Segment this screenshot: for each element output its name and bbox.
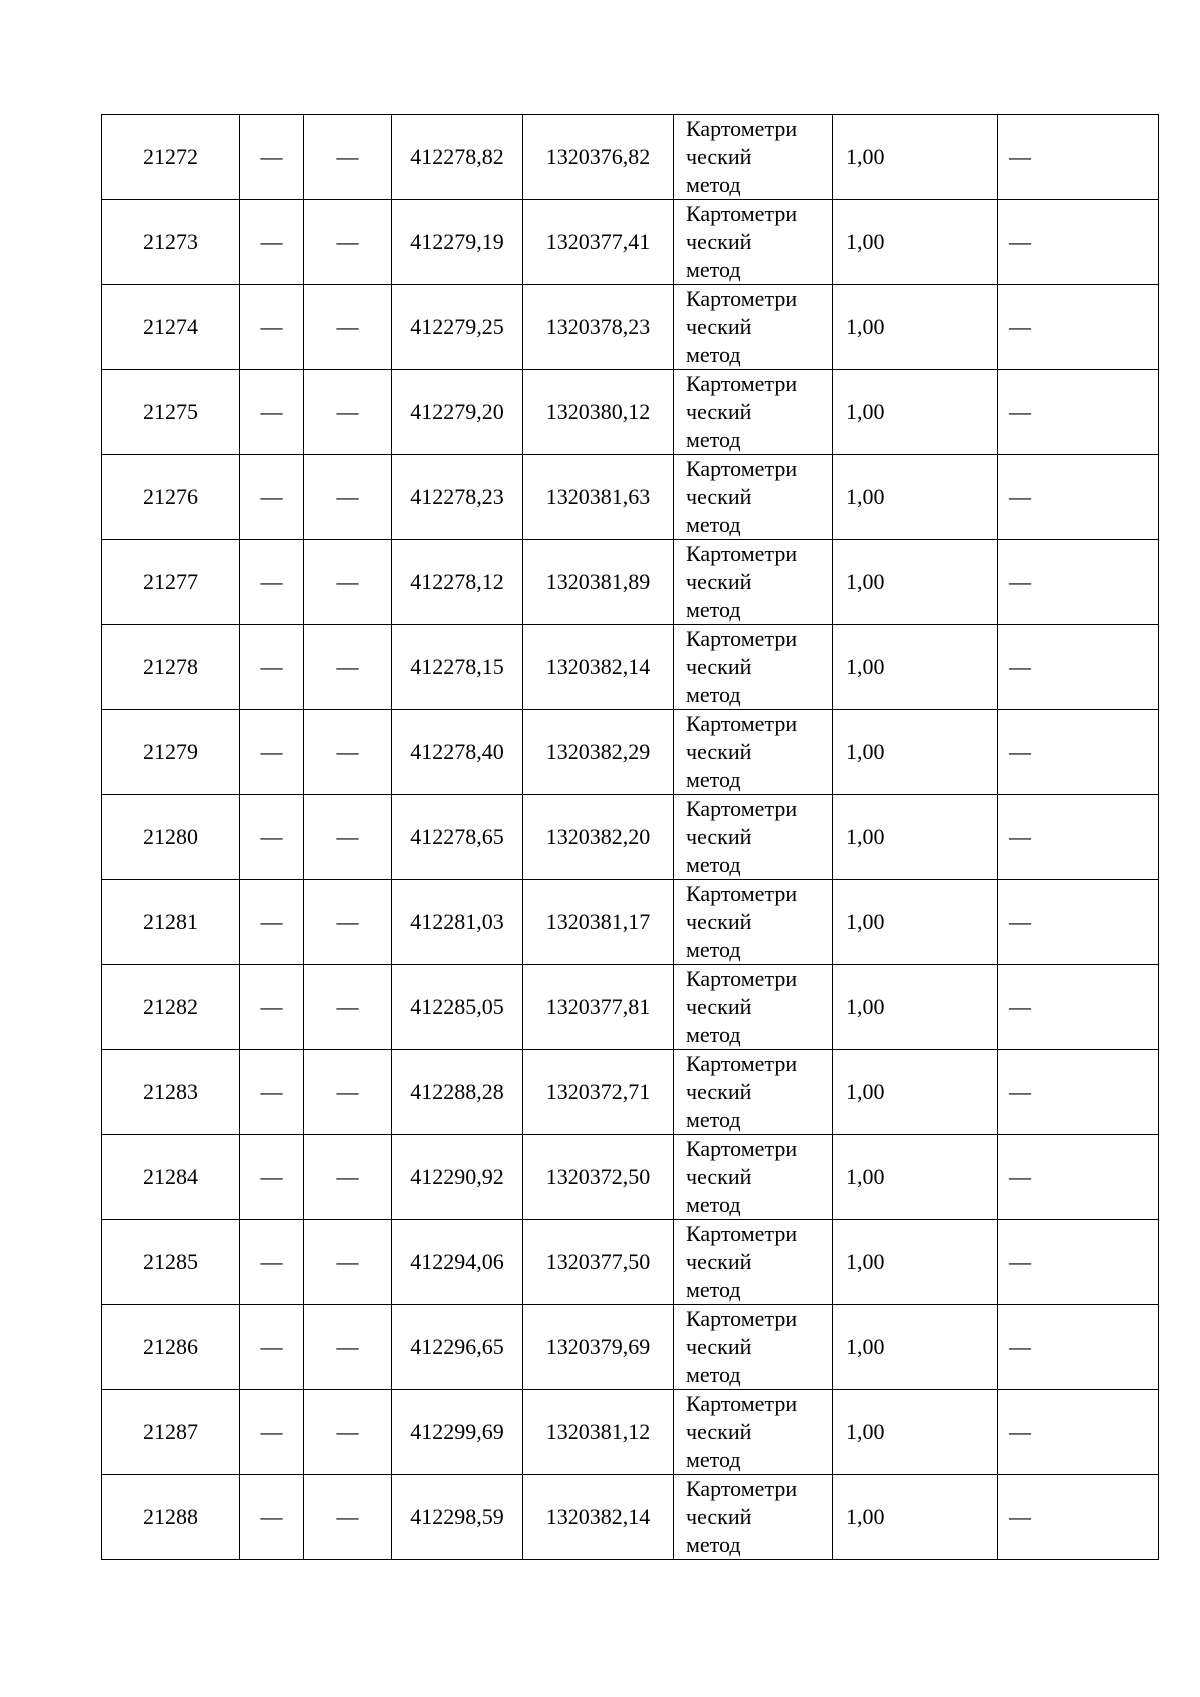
dash-cell: — — [304, 710, 392, 795]
point-number-cell: 21286 — [102, 1305, 240, 1390]
y-coordinate-cell: 1320372,50 — [523, 1135, 674, 1220]
dash-cell: — — [304, 1305, 392, 1390]
accuracy-cell: 1,00 — [833, 1475, 998, 1560]
table-row — [102, 370, 1159, 455]
dash-cell: — — [998, 370, 1159, 455]
x-coordinate-cell: 412278,40 — [392, 710, 523, 795]
dash-cell: — — [240, 1390, 304, 1475]
method-text: Картометри ческий метод — [686, 796, 798, 877]
method-cell — [674, 370, 833, 455]
method-cell — [674, 1305, 833, 1390]
accuracy-cell: 1,00 — [833, 200, 998, 285]
table-row — [102, 200, 1159, 285]
method-cell — [674, 625, 833, 710]
method-cell — [674, 1475, 833, 1560]
x-coordinate-cell: 412278,12 — [392, 540, 523, 625]
method-cell — [674, 200, 833, 285]
x-coordinate-cell: 412278,65 — [392, 795, 523, 880]
y-coordinate-cell: 1320376,82 — [523, 115, 674, 200]
point-number-cell: 21275 — [102, 370, 240, 455]
y-coordinate-cell: 1320380,12 — [523, 370, 674, 455]
method-cell — [674, 540, 833, 625]
dash-cell: — — [304, 455, 392, 540]
point-number-cell: 21283 — [102, 1050, 240, 1135]
y-coordinate-cell: 1320382,20 — [523, 795, 674, 880]
method-cell — [674, 710, 833, 795]
table-row — [102, 795, 1159, 880]
method-cell — [674, 965, 833, 1050]
y-coordinate-cell: 1320381,89 — [523, 540, 674, 625]
dash-cell: — — [304, 285, 392, 370]
table-row — [102, 880, 1159, 965]
x-coordinate-cell: 412278,82 — [392, 115, 523, 200]
dash-cell: — — [240, 455, 304, 540]
method-cell — [674, 285, 833, 370]
dash-cell: — — [304, 115, 392, 200]
dash-cell: — — [304, 1050, 392, 1135]
point-number-cell: 21282 — [102, 965, 240, 1050]
table-row — [102, 115, 1159, 200]
dash-cell: — — [998, 455, 1159, 540]
dash-cell: — — [998, 625, 1159, 710]
table-row — [102, 1390, 1159, 1475]
method-text: Картометри ческий метод — [686, 881, 798, 962]
y-coordinate-cell: 1320382,14 — [523, 1475, 674, 1560]
point-number-cell: 21278 — [102, 625, 240, 710]
x-coordinate-cell: 412288,28 — [392, 1050, 523, 1135]
x-coordinate-cell: 412278,23 — [392, 455, 523, 540]
method-cell — [674, 1135, 833, 1220]
dash-cell: — — [304, 1220, 392, 1305]
dash-cell: — — [998, 1475, 1159, 1560]
dash-cell: — — [304, 200, 392, 285]
y-coordinate-cell: 1320382,29 — [523, 710, 674, 795]
dash-cell: — — [998, 795, 1159, 880]
accuracy-cell: 1,00 — [833, 965, 998, 1050]
accuracy-cell: 1,00 — [833, 1050, 998, 1135]
method-text: Картометри ческий метод — [686, 201, 798, 282]
dash-cell: — — [240, 1220, 304, 1305]
method-cell — [674, 795, 833, 880]
table-row — [102, 965, 1159, 1050]
dash-cell: — — [240, 1305, 304, 1390]
method-text: Картометри ческий метод — [686, 1391, 798, 1472]
accuracy-cell: 1,00 — [833, 795, 998, 880]
dash-cell: — — [240, 710, 304, 795]
method-cell — [674, 1220, 833, 1305]
dash-cell: — — [240, 1475, 304, 1560]
point-number-cell: 21285 — [102, 1220, 240, 1305]
y-coordinate-cell: 1320372,71 — [523, 1050, 674, 1135]
dash-cell: — — [998, 1050, 1159, 1135]
table-row — [102, 455, 1159, 540]
dash-cell: — — [998, 285, 1159, 370]
method-cell — [674, 1390, 833, 1475]
dash-cell: — — [304, 370, 392, 455]
dash-cell: — — [240, 1135, 304, 1220]
dash-cell: — — [998, 1305, 1159, 1390]
dash-cell: — — [998, 880, 1159, 965]
accuracy-cell: 1,00 — [833, 455, 998, 540]
dash-cell: — — [240, 795, 304, 880]
dash-cell: — — [240, 880, 304, 965]
dash-cell: — — [304, 625, 392, 710]
accuracy-cell: 1,00 — [833, 625, 998, 710]
dash-cell: — — [240, 1050, 304, 1135]
dash-cell: — — [998, 200, 1159, 285]
accuracy-cell: 1,00 — [833, 1390, 998, 1475]
table-row — [102, 625, 1159, 710]
dash-cell: — — [304, 965, 392, 1050]
method-text: Картометри ческий метод — [686, 1306, 798, 1387]
dash-cell: — — [304, 1390, 392, 1475]
x-coordinate-cell: 412290,92 — [392, 1135, 523, 1220]
dash-cell: — — [240, 540, 304, 625]
x-coordinate-cell: 412296,65 — [392, 1305, 523, 1390]
dash-cell: — — [998, 1390, 1159, 1475]
dash-cell: — — [998, 540, 1159, 625]
method-cell — [674, 115, 833, 200]
x-coordinate-cell: 412281,03 — [392, 880, 523, 965]
y-coordinate-cell: 1320379,69 — [523, 1305, 674, 1390]
method-text: Картометри ческий метод — [686, 371, 798, 452]
point-number-cell: 21277 — [102, 540, 240, 625]
y-coordinate-cell: 1320377,50 — [523, 1220, 674, 1305]
method-text: Картометри ческий метод — [686, 1136, 798, 1217]
table-row — [102, 1305, 1159, 1390]
coordinates-table — [101, 114, 1159, 1560]
table-row — [102, 710, 1159, 795]
x-coordinate-cell: 412298,59 — [392, 1475, 523, 1560]
accuracy-cell: 1,00 — [833, 285, 998, 370]
dash-cell: — — [998, 1220, 1159, 1305]
table-row — [102, 1220, 1159, 1305]
method-text: Картометри ческий метод — [686, 116, 798, 197]
point-number-cell: 21279 — [102, 710, 240, 795]
point-number-cell: 21284 — [102, 1135, 240, 1220]
table-row — [102, 540, 1159, 625]
y-coordinate-cell: 1320382,14 — [523, 625, 674, 710]
y-coordinate-cell: 1320381,63 — [523, 455, 674, 540]
x-coordinate-cell: 412279,19 — [392, 200, 523, 285]
y-coordinate-cell: 1320378,23 — [523, 285, 674, 370]
point-number-cell: 21281 — [102, 880, 240, 965]
method-text: Картометри ческий метод — [686, 456, 798, 537]
point-number-cell: 21273 — [102, 200, 240, 285]
method-text: Картометри ческий метод — [686, 966, 798, 1047]
x-coordinate-cell: 412299,69 — [392, 1390, 523, 1475]
point-number-cell: 21274 — [102, 285, 240, 370]
dash-cell: — — [304, 1475, 392, 1560]
accuracy-cell: 1,00 — [833, 710, 998, 795]
accuracy-cell: 1,00 — [833, 1220, 998, 1305]
dash-cell: — — [998, 1135, 1159, 1220]
table-row — [102, 1475, 1159, 1560]
table-body — [102, 115, 1159, 1560]
dash-cell: — — [998, 710, 1159, 795]
y-coordinate-cell: 1320381,12 — [523, 1390, 674, 1475]
dash-cell: — — [998, 965, 1159, 1050]
dash-cell: — — [304, 1135, 392, 1220]
point-number-cell: 21280 — [102, 795, 240, 880]
method-text: Картометри ческий метод — [686, 1221, 798, 1302]
accuracy-cell: 1,00 — [833, 370, 998, 455]
dash-cell: — — [240, 115, 304, 200]
method-text: Картометри ческий метод — [686, 1051, 798, 1132]
dash-cell: — — [304, 795, 392, 880]
method-cell — [674, 455, 833, 540]
point-number-cell: 21276 — [102, 455, 240, 540]
dash-cell: — — [240, 200, 304, 285]
x-coordinate-cell: 412294,06 — [392, 1220, 523, 1305]
accuracy-cell: 1,00 — [833, 115, 998, 200]
dash-cell: — — [240, 285, 304, 370]
dash-cell: — — [240, 625, 304, 710]
method-text: Картометри ческий метод — [686, 711, 798, 792]
accuracy-cell: 1,00 — [833, 1135, 998, 1220]
dash-cell: — — [304, 880, 392, 965]
x-coordinate-cell: 412278,15 — [392, 625, 523, 710]
method-cell — [674, 880, 833, 965]
method-text: Картометри ческий метод — [686, 286, 798, 367]
y-coordinate-cell: 1320377,81 — [523, 965, 674, 1050]
dash-cell: — — [998, 115, 1159, 200]
accuracy-cell: 1,00 — [833, 540, 998, 625]
table-row — [102, 1135, 1159, 1220]
point-number-cell: 21272 — [102, 115, 240, 200]
y-coordinate-cell: 1320381,17 — [523, 880, 674, 965]
point-number-cell: 21287 — [102, 1390, 240, 1475]
dash-cell: — — [240, 370, 304, 455]
table-row — [102, 285, 1159, 370]
point-number-cell: 21288 — [102, 1475, 240, 1560]
method-text: Картометри ческий метод — [686, 626, 798, 707]
y-coordinate-cell: 1320377,41 — [523, 200, 674, 285]
method-text: Картометри ческий метод — [686, 541, 798, 622]
x-coordinate-cell: 412285,05 — [392, 965, 523, 1050]
accuracy-cell: 1,00 — [833, 1305, 998, 1390]
x-coordinate-cell: 412279,20 — [392, 370, 523, 455]
x-coordinate-cell: 412279,25 — [392, 285, 523, 370]
accuracy-cell: 1,00 — [833, 880, 998, 965]
method-cell — [674, 1050, 833, 1135]
method-text: Картометри ческий метод — [686, 1476, 798, 1557]
dash-cell: — — [240, 965, 304, 1050]
table-row — [102, 1050, 1159, 1135]
dash-cell: — — [304, 540, 392, 625]
